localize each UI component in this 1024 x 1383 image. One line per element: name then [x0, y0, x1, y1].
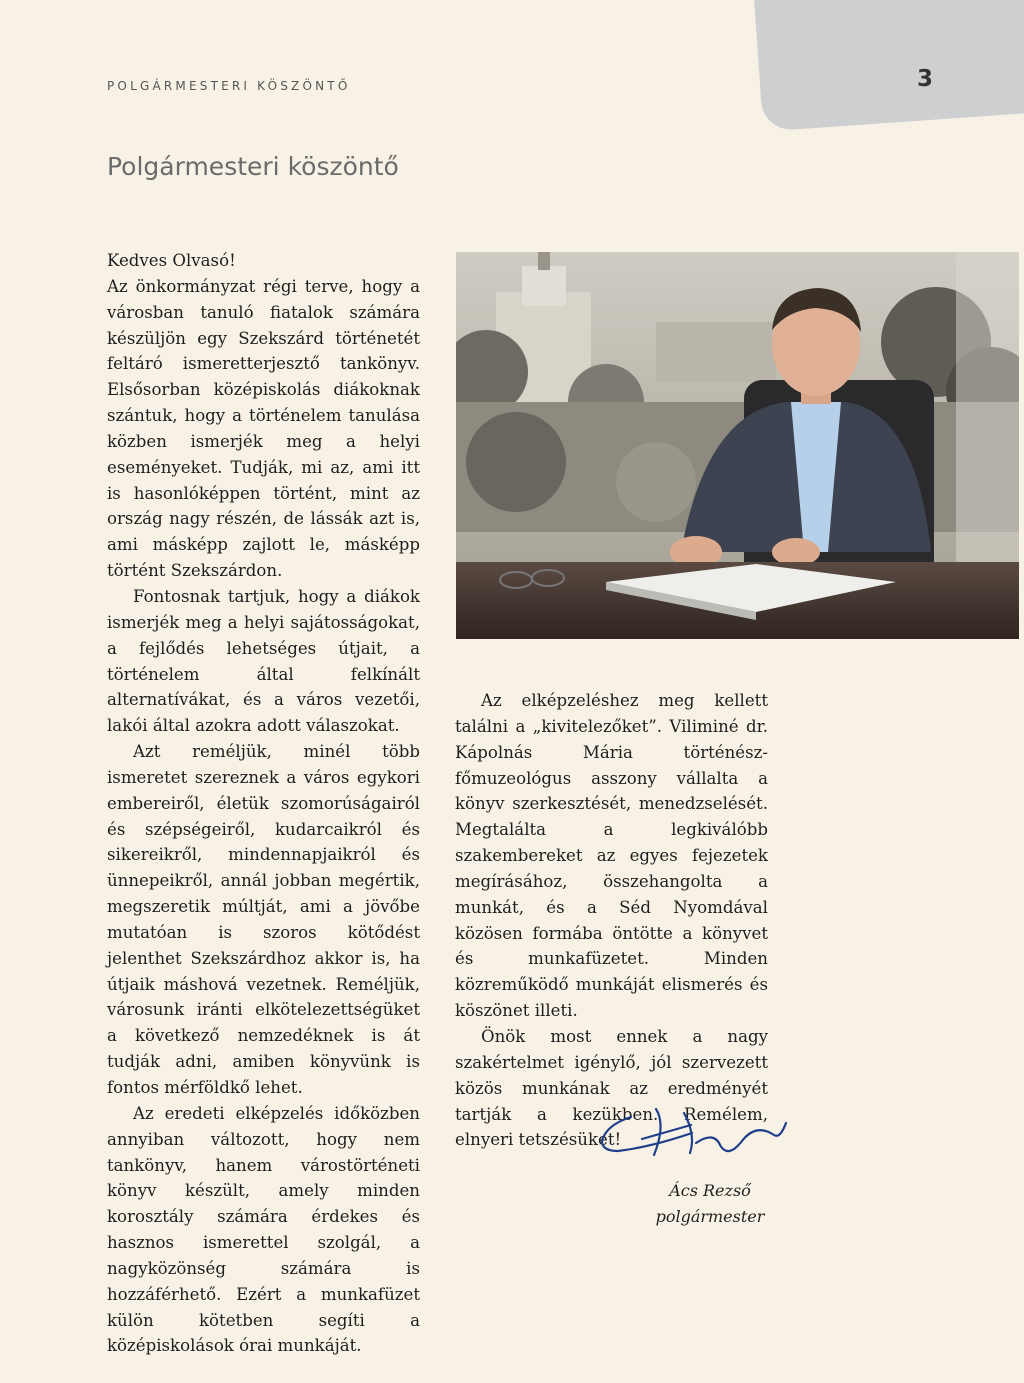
signature-name: Ács Rezső — [669, 1181, 751, 1200]
mayor-portrait-photo — [456, 252, 1019, 639]
paragraph-5: Az elképzeléshez meg kellett találni a „kivitelezőket”. Viliminé dr. Kápolnás Mária történész-főmuzeológus asszony vállalta a könyv szerkesztését, menedzselését. Megtalálta a legkiválóbb szakembereket az egyes fejezetek megírásához, összehangolta a munkát, és a Séd Nyomdával közösen formába öntötte a könyvet és munkafüzetet. Minden közreműködő munkáját elismerés és köszönet illeti. — [455, 691, 768, 1021]
paragraph-3: Azt reméljük, minél több ismeretet szereznek a város egykori embereiről, életük szomorúságairól és szépségeiről, kudarcaikról és sikereikről, mindennapjaikról és ünnepeikről, annál jobban megértik, megszeretik múltját, ami a jövőbe mutatóan is szoros kötődést jelenthet Szekszárdhoz akkor is, ha útjaik máshová vezetnek. Reméljük, városunk iránti elkötelezettségüket a következő nemzedéknek is át tudják adni, amiben könyvünk is fontos mérföldkő lehet. — [107, 742, 420, 1097]
greeting: Kedves Olvasó! — [107, 251, 236, 270]
page-number-tab — [752, 0, 1024, 132]
page-number: 3 — [916, 66, 933, 92]
letter-left-column — [107, 248, 420, 1359]
handwritten-signature — [596, 1095, 791, 1174]
paragraph-2: Fontosnak tartjuk, hogy a diákok ismerjék meg a helyi sajátosságokat, a fejlődés lehetséges útjait, a történelem által felkínált alternatívákat, és a város vezetői, lakói által azokra adott válaszokat. — [107, 586, 420, 736]
paragraph-4: Az eredeti elképzelés időközben annyiban változott, hogy nem tankönyv, hanem várostörténeti könyv készült, amely minden korosztály számára érdekes és hasznos ismerettel szolgál, a nagyközönség számára is hozzáférhető. Ezért a munkafüzet külön kötetben segíti a középiskolások órai munkáját. — [107, 1103, 420, 1356]
paragraph-6: Önök most ennek a nagy szakértelmet igénylő, jól szervezett közös munkának az eredményét tartják a kezükben. Remélem, elnyeri tetszésüket! — [455, 1026, 768, 1150]
signature-title: polgármester — [655, 1207, 765, 1226]
running-header: POLGÁRMESTERI KÖSZÖNTŐ — [107, 79, 351, 93]
letter-right-column — [455, 688, 768, 1153]
paragraph-1: Az önkormányzat régi terve, hogy a városban tanuló fiatalok számára készüljön egy Szekszárd történetét feltáró ismeretterjesztő tankönyv. Elsősorban középiskolás diákoknak szántuk, hogy a történelem tanulása közben ismerjék meg a helyi eseményeket. Tudják, mi az, ami itt is hasonlóképpen történt, mint az ország nagy részén, de lássák azt is, ami másképp zajlott le, másképp történt Szekszárdon. — [107, 276, 420, 581]
page-title: Polgármesteri köszöntő — [107, 152, 399, 181]
